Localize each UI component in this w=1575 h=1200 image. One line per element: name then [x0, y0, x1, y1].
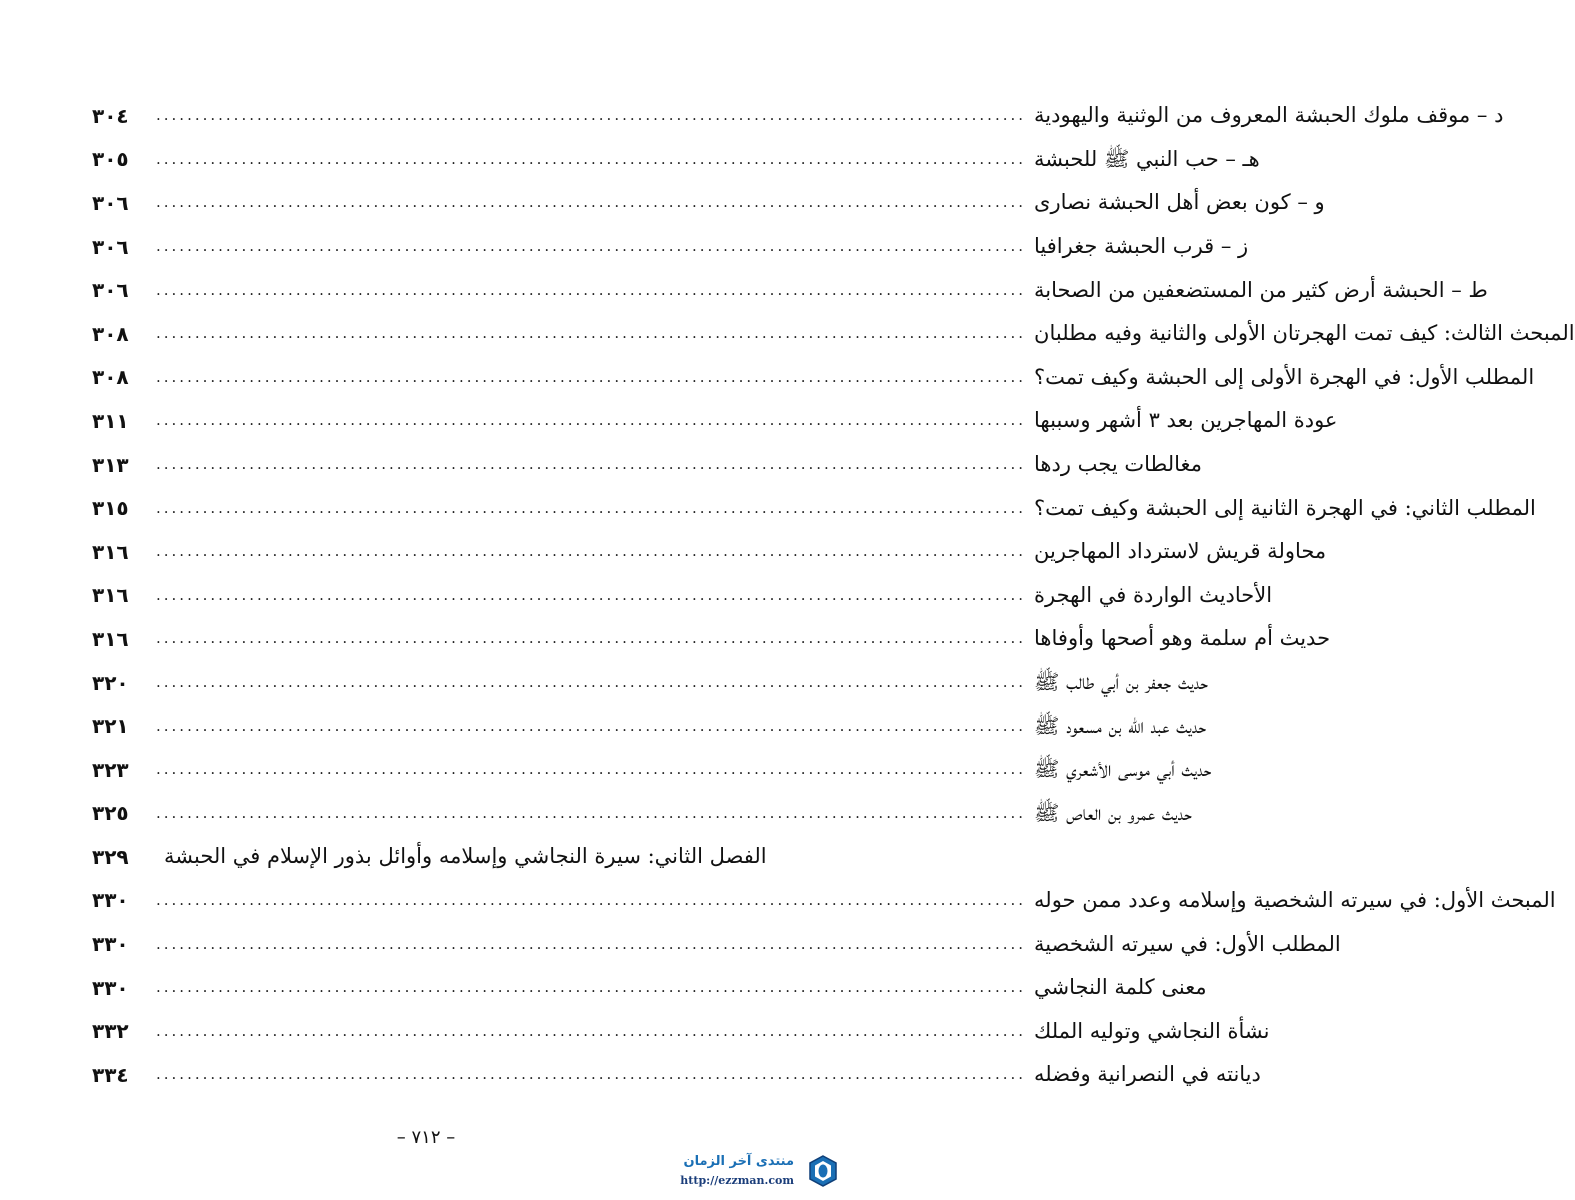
toc-entry-title: المطلب الأول: في الهجرة الأولى إلى الحبشة وكيف تمت؟ — [1034, 364, 1535, 389]
toc-page-number: ٣٠٨ — [92, 321, 129, 346]
toc-entry-title: ز – قرب الحبشة جغرافيا — [1034, 234, 1249, 259]
toc-entry — [92, 268, 1488, 312]
toc-page-number: ٣٠٤ — [92, 103, 129, 128]
toc-entry — [92, 661, 1209, 705]
leader-dots: ................................................................................................................ — [156, 455, 1027, 474]
toc-page-number: ٣٢٥ — [92, 801, 129, 826]
toc-entry-title: و – كون بعض أهل الحبشة نصارى — [1034, 190, 1325, 215]
toc-page-number: ٣٠٦ — [92, 234, 129, 259]
watermark-name: منتدى آخر الزمان — [683, 1154, 794, 1169]
toc-page-number: ٣٠٦ — [92, 278, 129, 303]
toc-page-number: ٣٢٩ — [92, 844, 129, 869]
toc-entry-title: حديث جعفر بن أبي طالب ﷺ — [1034, 670, 1209, 695]
leader-dots: ................................................................................................................ — [156, 193, 1027, 212]
toc-entry — [92, 792, 1192, 836]
toc-entry — [92, 530, 1327, 574]
toc-page-number: ٣٣٠ — [92, 975, 129, 1000]
toc-page-number: ٣٢١ — [92, 714, 129, 739]
toc-entry — [92, 1009, 1270, 1053]
toc-entry-title: عودة المهاجرين بعد ٣ أشهر وسببها — [1034, 408, 1338, 433]
toc-entry — [92, 399, 1338, 443]
watermark-url: http://ezzman.com — [680, 1174, 794, 1187]
toc-entry-title: معنى كلمة النجاشي — [1034, 975, 1207, 1000]
toc-entry-title: حديث أم سلمة وهو أصحها وأوفاها — [1034, 626, 1331, 651]
leader-dots: ................................................................................................................ — [156, 498, 1027, 517]
toc-entry — [92, 486, 1536, 530]
leader-dots: ................................................................................................................ — [156, 280, 1027, 299]
toc-entry — [92, 966, 1207, 1010]
leader-dots: ................................................................................................................ — [156, 934, 1027, 953]
toc-entry — [92, 617, 1331, 661]
leader-dots: ................................................................................................................ — [156, 629, 1027, 648]
toc-entry-title: الفصل الثاني: سيرة النجاشي وإسلامه وأوائل بذور الإسلام في الحبشة — [164, 844, 767, 869]
toc-entry-title: المبحث الثالث: كيف تمت الهجرتان الأولى والثانية وفيه مطلبان — [1034, 321, 1575, 346]
toc-page-number: ٣١١ — [92, 408, 129, 433]
toc-entry-title: حديث عمرو بن العاص ﷺ — [1034, 800, 1192, 825]
leader-dots: ................................................................................................................ — [156, 890, 1027, 909]
toc-page-number: ٣١٦ — [92, 583, 129, 608]
toc-entry — [92, 94, 1504, 138]
toc-entry — [92, 312, 1575, 356]
toc-entry — [92, 356, 1535, 400]
toc-page-number: ٣٣٢ — [92, 1019, 129, 1044]
toc-entry-title: هـ – حب النبي ﷺ للحبشة — [1034, 146, 1260, 171]
toc-page-number: ٣١٦ — [92, 539, 129, 564]
toc-entry — [92, 138, 1260, 182]
leader-dots: ................................................................................................................ — [156, 760, 1027, 779]
toc-entry — [92, 181, 1325, 225]
leader-dots: ................................................................................................................ — [156, 978, 1027, 997]
toc-entry-title: نشأة النجاشي وتوليه الملك — [1034, 1018, 1270, 1043]
toc-page-number: ٣٣٠ — [92, 888, 129, 913]
shield-logo-icon — [806, 1154, 840, 1188]
toc-entry-title: حديث أبي موسى الأشعري ﷺ — [1034, 757, 1212, 782]
leader-dots: ................................................................................................................ — [156, 106, 1027, 125]
toc-page-number: ٣١٦ — [92, 626, 129, 651]
toc-entry-title: حديث عبد الله بن مسعود ﷺ — [1034, 713, 1207, 738]
leader-dots: ................................................................................................................ — [156, 716, 1027, 735]
leader-dots: ................................................................................................................ — [156, 673, 1027, 692]
toc-entry — [92, 225, 1249, 269]
toc-entry — [92, 879, 1556, 923]
leader-dots: ................................................................................................................ — [156, 542, 1027, 561]
toc-entry-title: الأحاديث الواردة في الهجرة — [1034, 582, 1273, 607]
leader-dots: ................................................................................................................ — [156, 367, 1027, 386]
toc-entry-title: المطلب الثاني: في الهجرة الثانية إلى الحبشة وكيف تمت؟ — [1034, 495, 1536, 520]
toc-entry — [92, 1053, 1261, 1097]
toc-page-number: ٣١٥ — [92, 496, 129, 521]
toc-entry-title: محاولة قريش لاسترداد المهاجرين — [1034, 539, 1327, 564]
leader-dots: ................................................................................................................ — [156, 237, 1027, 256]
leader-dots: ................................................................................................................ — [156, 149, 1027, 168]
leader-dots: ................................................................................................................ — [156, 803, 1027, 822]
toc-entry-title: المبحث الأول: في سيرته الشخصية وإسلامه وعدد ممن حوله — [1034, 887, 1556, 912]
toc-entry — [92, 704, 1207, 748]
toc-entry — [92, 748, 1212, 792]
toc-page-number: ٣١٣ — [92, 452, 129, 477]
toc-page-number: ٣٠٦ — [92, 190, 129, 215]
toc-page-number: ٣٠٥ — [92, 147, 129, 172]
toc-entry-title: ديانته في النصرانية وفضله — [1034, 1062, 1261, 1087]
toc-entry-title: مغالطات يجب ردها — [1034, 452, 1202, 477]
toc-page-number: ٣٣٠ — [92, 932, 129, 957]
leader-dots: ................................................................................................................ — [156, 1021, 1027, 1040]
forum-watermark — [676, 1152, 846, 1192]
table-of-contents — [92, 94, 1575, 1097]
toc-entry — [92, 835, 767, 879]
page-number-footer: – ٧١٢ – — [396, 1127, 456, 1148]
toc-entry — [92, 922, 1341, 966]
toc-page-number: ٣٣٤ — [92, 1062, 129, 1087]
toc-entry — [92, 443, 1202, 487]
toc-page-number: ٣٢٣ — [92, 757, 129, 782]
leader-dots: ................................................................................................................ — [156, 324, 1027, 343]
leader-dots: ................................................................................................................ — [156, 585, 1027, 604]
toc-page-number: ٣٢٠ — [92, 670, 129, 695]
toc-entry — [92, 574, 1273, 618]
toc-entry-title: د – موقف ملوك الحبشة المعروف من الوثنية واليهودية — [1034, 103, 1504, 128]
toc-page-number: ٣٠٨ — [92, 365, 129, 390]
leader-dots: ................................................................................................................ — [156, 1065, 1027, 1084]
toc-entry-title: المطلب الأول: في سيرته الشخصية — [1034, 931, 1341, 956]
toc-entry-title: ط – الحبشة أرض كثير من المستضعفين من الصحابة — [1034, 277, 1488, 302]
leader-dots: ................................................................................................................ — [156, 411, 1027, 430]
